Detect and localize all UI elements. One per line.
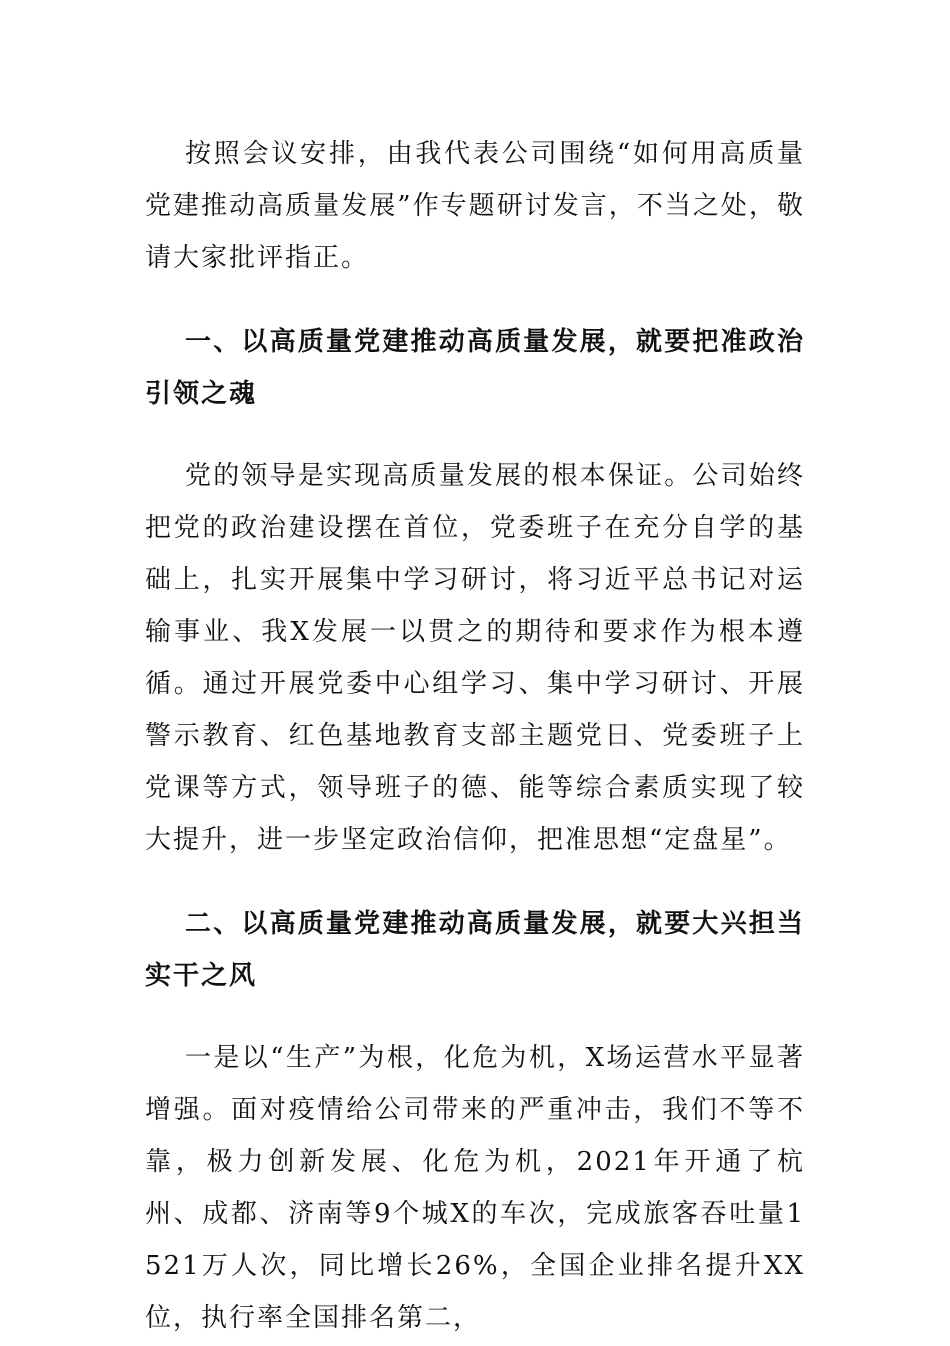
section-1-paragraph: 党的领导是实现高质量发展的根本保证。公司始终把党的政治建设摆在首位，党委班子在充分自学的基础上，扎实开展集中学习研讨，将习近平总书记对运输事业、我X发展一以贯之的期待和要求作为根本遵循。通过开展党委中心组学习、集中学习研讨、开展警示教育、红色基地教育支部主题党日、党委班子上党课等方式，领导班子的德、能等综合素质实现了较大提升，进一步坚定政治信仰，把准思想“定盘星”。 bbox=[145, 461, 805, 855]
spacer bbox=[145, 868, 805, 896]
section-1-heading: 一、以高质量党建推动高质量发展，就要把准政治引领之魂 bbox=[145, 327, 805, 409]
section-2-heading: 二、以高质量党建推动高质量发展，就要大兴担当实干之风 bbox=[145, 909, 805, 991]
intro-paragraph: 按照会议安排，由我代表公司围绕“如何用高质量党建推动高质量发展”作专题研讨发言，不当之处，敬请大家批评指正。 bbox=[145, 139, 805, 273]
spacer bbox=[145, 1004, 805, 1032]
spacer bbox=[145, 286, 805, 314]
spacer bbox=[145, 422, 805, 450]
section-2-paragraph: 一是以“生产”为根，化危为机，X场运营水平显著增强。面对疫情给公司带来的严重冲击，我们不等不靠，极力创新发展、化危为机，2021年开通了杭州、成都、济南等9个城X的车次，完成旅客吞吐量1521万人次，同比增长26%，全国企业排名提升XX位，执行率全国排名第二， bbox=[145, 1043, 805, 1333]
document-body bbox=[145, 128, 805, 1346]
